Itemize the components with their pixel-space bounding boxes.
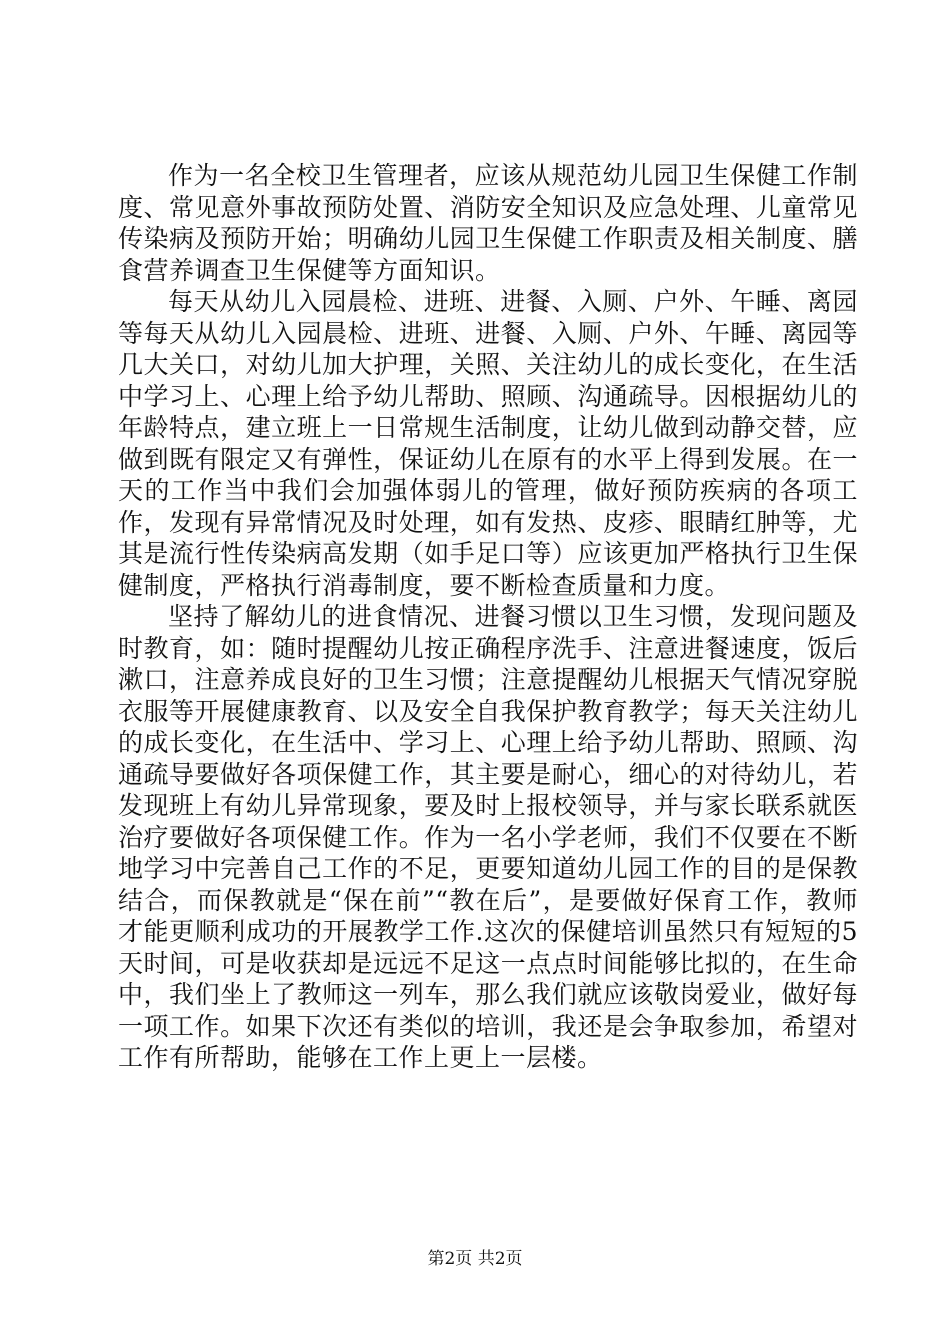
paragraph-2: 每天从幼儿入园晨检、进班、进餐、入厕、户外、午睡、离园等每天从幼儿入园晨检、进班、进餐、入厕、户外、午睡、离园等几大关口，对幼儿加大护理，关照、关注幼儿的成长变化，在生活中学习上、心理上给予幼儿帮助、照顾、沟通疏导。因根据幼儿的年龄特点，建立班上一日常规生活制度，让幼儿做到动静交替，应做到既有限定又有弹性，保证幼儿在原有的水平上得到发展。在一天的工作当中我们会加强体弱儿的管理，做好预防疾病的各项工作，发现有异常情况及时处理，如有发热、皮疹、眼睛红肿等，尤其是流行性传染病高发期（如手足口等）应该更加严格执行卫生保健制度，严格执行消毒制度，要不断检查质量和力度。: [118, 287, 858, 600]
paragraph-1: 作为一名全校卫生管理者，应该从规范幼儿园卫生保健工作制度、常见意外事故预防处置、消防安全知识及应急处理、儿童常见传染病及预防开始；明确幼儿园卫生保健工作职责及相关制度、膳食营养调查卫生保健等方面知识。: [118, 161, 858, 285]
page-footer: 第2页 共2页: [427, 1249, 523, 1269]
paragraph-3: 坚持了解幼儿的进食情况、进餐习惯以卫生习惯，发现问题及时教育，如：随时提醒幼儿按正确程序洗手、注意进餐速度，饭后漱口，注意养成良好的卫生习惯；注意提醒幼儿根据天气情况穿脱衣服等开展健康教育、以及安全自我保护教育教学；每天关注幼儿的成长变化，在生活中、学习上、心理上给予幼儿帮助、照顾、沟通疏导要做好各项保健工作，其主要是耐心，细心的对待幼儿，若发现班上有幼儿异常现象，要及时上报校领导，并与家长联系就医治疗要做好各项保健工作。作为一名小学老师，我们不仅要在不断地学习中完善自己工作的不足，更要知道幼儿园工作的目的是保教结合，而保教就是“保在前”“教在后”，是要做好保育工作，教师才能更顺利成功的开展教学工作.这次的保健培训虽然只有短短的5天时间，可是收获却是远远不足这一点点时间能够比拟的，在生命中，我们坐上了教师这一列车，那么我们就应该敬岗爱业，做好每一项工作。如果下次还有类似的培训，我还是会争取参加，希望对工作有所帮助，能够在工作上更上一层楼。: [118, 602, 858, 1072]
document-body: [118, 160, 858, 1074]
